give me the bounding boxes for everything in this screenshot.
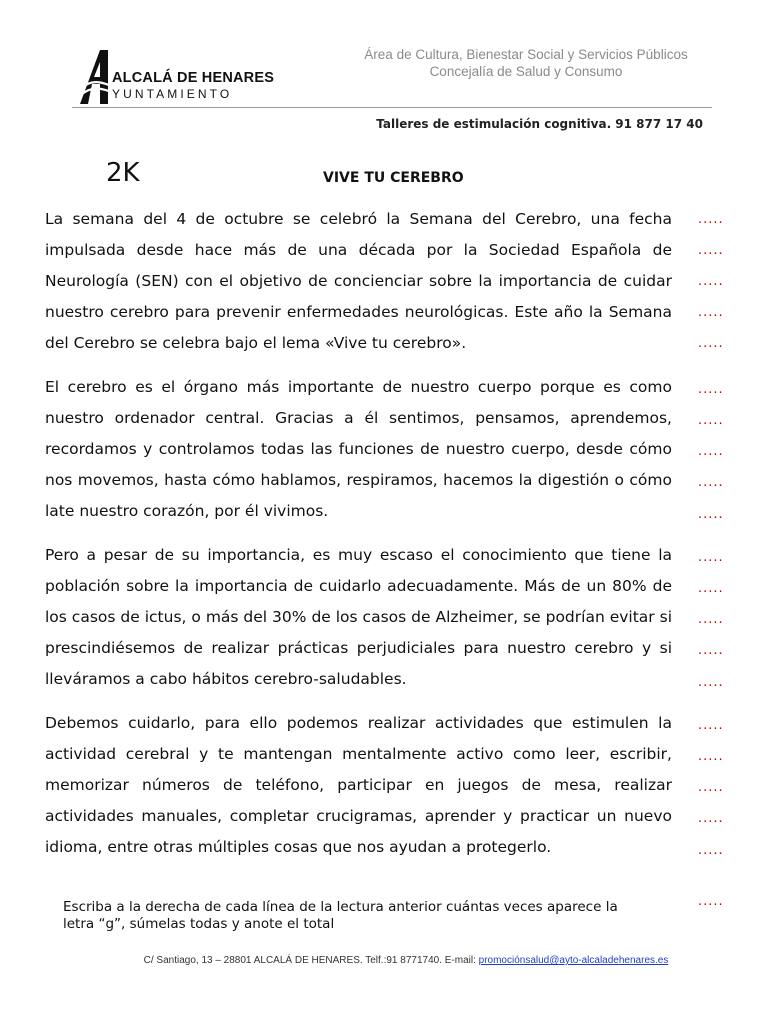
logo-subtitle: YUNTAMIENTO: [112, 87, 233, 101]
footer-address: C/ Santiago, 13 – 28801 ALCALÁ DE HENARES. Telf.:91 8771740. E-mail:: [143, 955, 479, 966]
paragraph-1: La semana del 4 de octubre se celebró la Semana del Cerebro, una fecha impulsada desde hace más de una década por la Sociedad Española de Neurología (SEN) con el objetivo de concienciar sobre la importancia de cuidar nuestro cerebro para prevenir enfermedades neurológicas. Este año la Semana del Cerebro se celebra bajo el lema «Vive tu cerebro».: [45, 210, 672, 352]
answer-dots: .....: [698, 413, 724, 428]
footer-email-link[interactable]: promociónsalud@ayto-alcaladehenares.es: [478, 955, 669, 966]
answer-dots: .....: [698, 507, 724, 522]
answer-dots: .....: [698, 612, 724, 627]
logo-name: ALCALÁ DE HENARES: [112, 70, 275, 86]
answer-dots: .....: [698, 643, 724, 658]
instruction-text: Escriba a la derecha de cada línea de la lectura anterior cuántas veces aparece la letra “g”, súmelas todas y anote el total: [63, 899, 618, 932]
answer-dots: .....: [698, 718, 724, 733]
level-label: 2K: [106, 158, 140, 188]
answer-dots: .....: [698, 243, 724, 258]
answer-dots: .....: [698, 305, 724, 320]
answer-dots: .....: [698, 581, 724, 596]
paragraph-2: El cerebro es el órgano más importante de nuestro cuerpo porque es como nuestro ordenador central. Gracias a él sentimos, pensamos, aprendemos, recordamos y controlamos todas las funciones de nuestro cuerpo, desde cómo nos movemos, hasta cómo hablamos, respiramos, hacemos la digestión o cómo late nuestro corazón, por él vivimos.: [45, 378, 672, 520]
answer-dots: .....: [698, 811, 724, 826]
total-answer-dots: .....: [698, 894, 724, 909]
department-line-2: Concejalía de Salud y Consumo: [429, 64, 623, 79]
department-header: [346, 46, 706, 80]
answer-dots: .....: [698, 444, 724, 459]
answer-dots: .....: [698, 675, 724, 690]
header-divider: [72, 107, 712, 108]
department-line-1: Área de Cultura, Bienestar Social y Servicios Públicos: [364, 47, 688, 62]
answer-dots: .....: [698, 843, 724, 858]
answer-dots: .....: [698, 475, 724, 490]
paragraph-4: Debemos cuidarlo, para ello podemos realizar actividades que estimulen la actividad cerebral y te mantengan mentalmente activo como leer, escribir, memorizar números de teléfono, participar en juegos de mesa, realizar actividades manuales, completar crucigramas, aprender y practicar un nuevo idioma, entre otras múltiples cosas que nos ayudan a protegerlo.: [45, 714, 672, 856]
municipal-logo: [78, 50, 278, 106]
paragraph-3: Pero a pesar de su importancia, es muy escaso el conocimiento que tiene la población sobre la importancia de cuidarlo adecuadamente. Más de un 80% de los casos de ictus, o más del 30% de los casos de Alzheimer, se podrían evitar si prescindiésemos de realizar prácticas perjudiciales para nuestro cerebro y si lleváramos a cabo hábitos cerebro-saludables.: [45, 546, 672, 688]
answer-dots: .....: [698, 382, 724, 397]
answer-dots: .....: [698, 336, 724, 351]
answer-dots: .....: [698, 274, 724, 289]
answer-dots: .....: [698, 212, 724, 227]
answer-dots: .....: [698, 749, 724, 764]
answer-dots: .....: [698, 780, 724, 795]
document-title: VIVE TU CEREBRO: [323, 170, 464, 186]
workshop-phone: Talleres de estimulación cognitiva. 91 877 17 40: [376, 117, 703, 131]
answer-dots: .....: [698, 550, 724, 565]
footer: [0, 955, 768, 966]
